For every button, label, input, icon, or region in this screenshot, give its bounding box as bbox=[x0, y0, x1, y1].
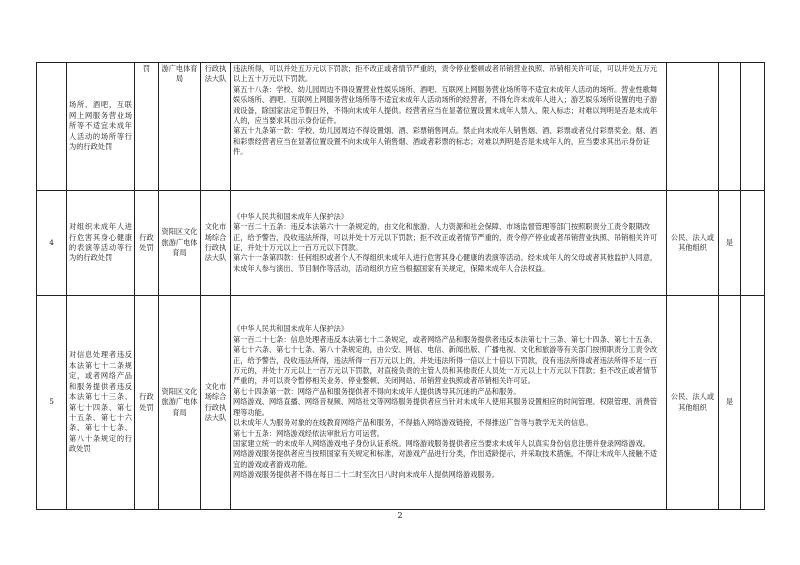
table-row bbox=[37, 63, 765, 191]
basis-paragraph: 网络游戏服务提供者不得在每日二十二时至次日八时向未成年人提供网络游戏服务。 bbox=[233, 470, 499, 480]
legal-basis bbox=[231, 63, 667, 191]
subject bbox=[667, 63, 719, 191]
item-type: 行政处罚 bbox=[135, 296, 159, 510]
row-number: 5 bbox=[37, 296, 67, 510]
basis-paragraph: 第一百二十七条：信息处理者违反本法第七十二条规定，或者网络产品和服务提供者违反本法第七十三条、第七十四条、第七十五条、第七十六条、第七十七条、第八十条规定的，由公安、网信、电信、新闻出版、广播电视、文化和旅游等有关部门按照职责分工责令改正，给予警告，没收违法所得，违法所得一百万元以上的，并处违法所得一倍以上十倍以下罚款，没有违法所得或者违法所得不足一百万元的，并处十万元以上一百万元以下罚款，对直接负责的主管人员和其他责任人员处一万元以上十万元以下罚款；拒不改正或者情节严重的，并可以责令暂停相关业务、停业整顿、关闭网站、吊销营业执照或者吊销相关许可证。 bbox=[233, 334, 658, 386]
table-row bbox=[37, 296, 765, 510]
remark bbox=[741, 63, 765, 191]
item-type: 罚 bbox=[135, 63, 159, 191]
remark bbox=[741, 296, 765, 510]
flag: 是 bbox=[719, 191, 741, 296]
basis-paragraph: 第一百二十五条：违反本法第六十一条规定的，由文化和旅游、人力资源和社会保障、市场监督管理等部门按照职责分工责令限期改正，给予警告，没收违法所得，可以并处十万元以下罚款；拒不改正或者情节严重的，责令停产停业或者吊销营业执照、吊销相关许可证，并处十万元以上一百万元以下罚款。 bbox=[233, 222, 658, 252]
department: 资阳区文化旅游广电体育局 bbox=[159, 296, 201, 510]
department: 资阳区文化旅游广电体育局 bbox=[159, 191, 201, 296]
row-number bbox=[37, 63, 67, 191]
basis-paragraph: 国家建立统一的未成年人网络游戏电子身份认证系统。网络游戏服务提供者应当要求未成年人以真实身份信息注册并登录网络游戏。 bbox=[233, 438, 650, 448]
enforcement-unit: 行政执法大队 bbox=[201, 63, 231, 191]
basis-paragraph: 第六十一条第四款：任何组织或者个人不得组织未成年人进行危害其身心健康的表演等活动。经未成年人的父母或者其他监护人同意，未成年人参与演出、节目制作等活动，活动组织方应当根据国家有关规定，保障未成年人合法权益。 bbox=[233, 253, 658, 273]
subject: 公民、法人或其他组织 bbox=[667, 296, 719, 510]
legal-basis bbox=[231, 296, 667, 510]
basis-paragraph: 第五十九条第一款：学校、幼儿园周边不得设置烟、酒、彩票销售网点。禁止向未成年人销售烟、酒、彩票或者兑付彩票奖金。烟、酒和彩票经营者应当在显著位置设置不向未成年人销售烟、酒或者彩票的标志；对难以判明是否是未成年人的，应当要求其出示身份证件。 bbox=[233, 126, 658, 157]
basis-paragraph: 网络游戏、网络直播、网络音视频、网络社交等网络服务提供者应当针对未成年人使用其服务设置相应的时间管理、权限管理、消费管理等功能。 bbox=[233, 397, 658, 417]
basis-paragraph: 《中华人民共和国未成年人保护法》 bbox=[233, 211, 349, 221]
basis-paragraph: 第七十四条第一款：网络产品和服务提供者不得向未成年人提供诱导其沉迷的产品和服务。 bbox=[233, 386, 521, 396]
basis-paragraph: 以未成年人为服务对象的在线教育网络产品和服务，不得插入网络游戏链接，不得推送广告等与教学无关的信息。 bbox=[233, 418, 593, 428]
legal-basis bbox=[231, 191, 667, 296]
row-number: 4 bbox=[37, 191, 67, 296]
enforcement-unit: 文化市场综合行政执法大队 bbox=[201, 191, 231, 296]
department: 游广电体育局 bbox=[159, 63, 201, 191]
item-type: 行政处罚 bbox=[135, 191, 159, 296]
item-name: 对信息处理者违反本法第七十二条规定，或者网络产品和服务提供者违反本法第七十三条、第七十四条、第七十五条、第七十六条、第七十七条、第八十条规定的行政处罚 bbox=[67, 296, 135, 510]
remark bbox=[741, 191, 765, 296]
item-name: 场所、酒吧、互联网上网服务营业场所等不适宜未成年人活动的场所等行为的行政处罚 bbox=[67, 63, 135, 191]
page-number: 2 bbox=[397, 511, 403, 520]
enforcement-unit: 文化市场综合行政执法大队 bbox=[201, 296, 231, 510]
flag bbox=[719, 63, 741, 191]
table-row bbox=[37, 191, 765, 296]
basis-paragraph: 《中华人民共和国未成年人保护法》 bbox=[233, 324, 349, 334]
basis-paragraph: 第七十五条：网络游戏经依法审批后方可运营。 bbox=[233, 428, 384, 438]
basis-paragraph: 第五十八条：学校、幼儿园周边不得设置营业性娱乐场所、酒吧、互联网上网服务营业场所等不适宜未成年人活动的场所。营业性歌舞娱乐场所、酒吧、互联网上网服务营业场所等不适宜未成年人活动场所的经营者，不得允许未成年人进入；游艺娱乐场所设置的电子游戏设备，除国家法定节假日外，不得向未成年人提供。经营者应当在显著位置设置未成年人禁入、限入标志；对难以判明是否是未成年人的，应当要求其出示身份证件。 bbox=[233, 84, 658, 126]
item-name: 对组织未成年人进行危害其身心健康的表演等活动等行为的行政处罚 bbox=[67, 191, 135, 296]
subject: 公民、法人或其他组织 bbox=[667, 191, 719, 296]
basis-paragraph: 网络游戏服务提供者应当按照国家有关规定和标准，对游戏产品进行分类，作出适龄提示，并采取技术措施，不得让未成年人接触不适宜的游戏或者游戏功能。 bbox=[233, 449, 658, 469]
basis-paragraph: 违法所得，可以并处五万元以下罚款；拒不改正或者情节严重的，责令停业整顿或者吊销营业执照、吊销相关许可证，可以并处五万元以上五十万元以下罚款。 bbox=[233, 64, 658, 84]
flag: 是 bbox=[719, 296, 741, 510]
penalty-table bbox=[36, 62, 765, 510]
